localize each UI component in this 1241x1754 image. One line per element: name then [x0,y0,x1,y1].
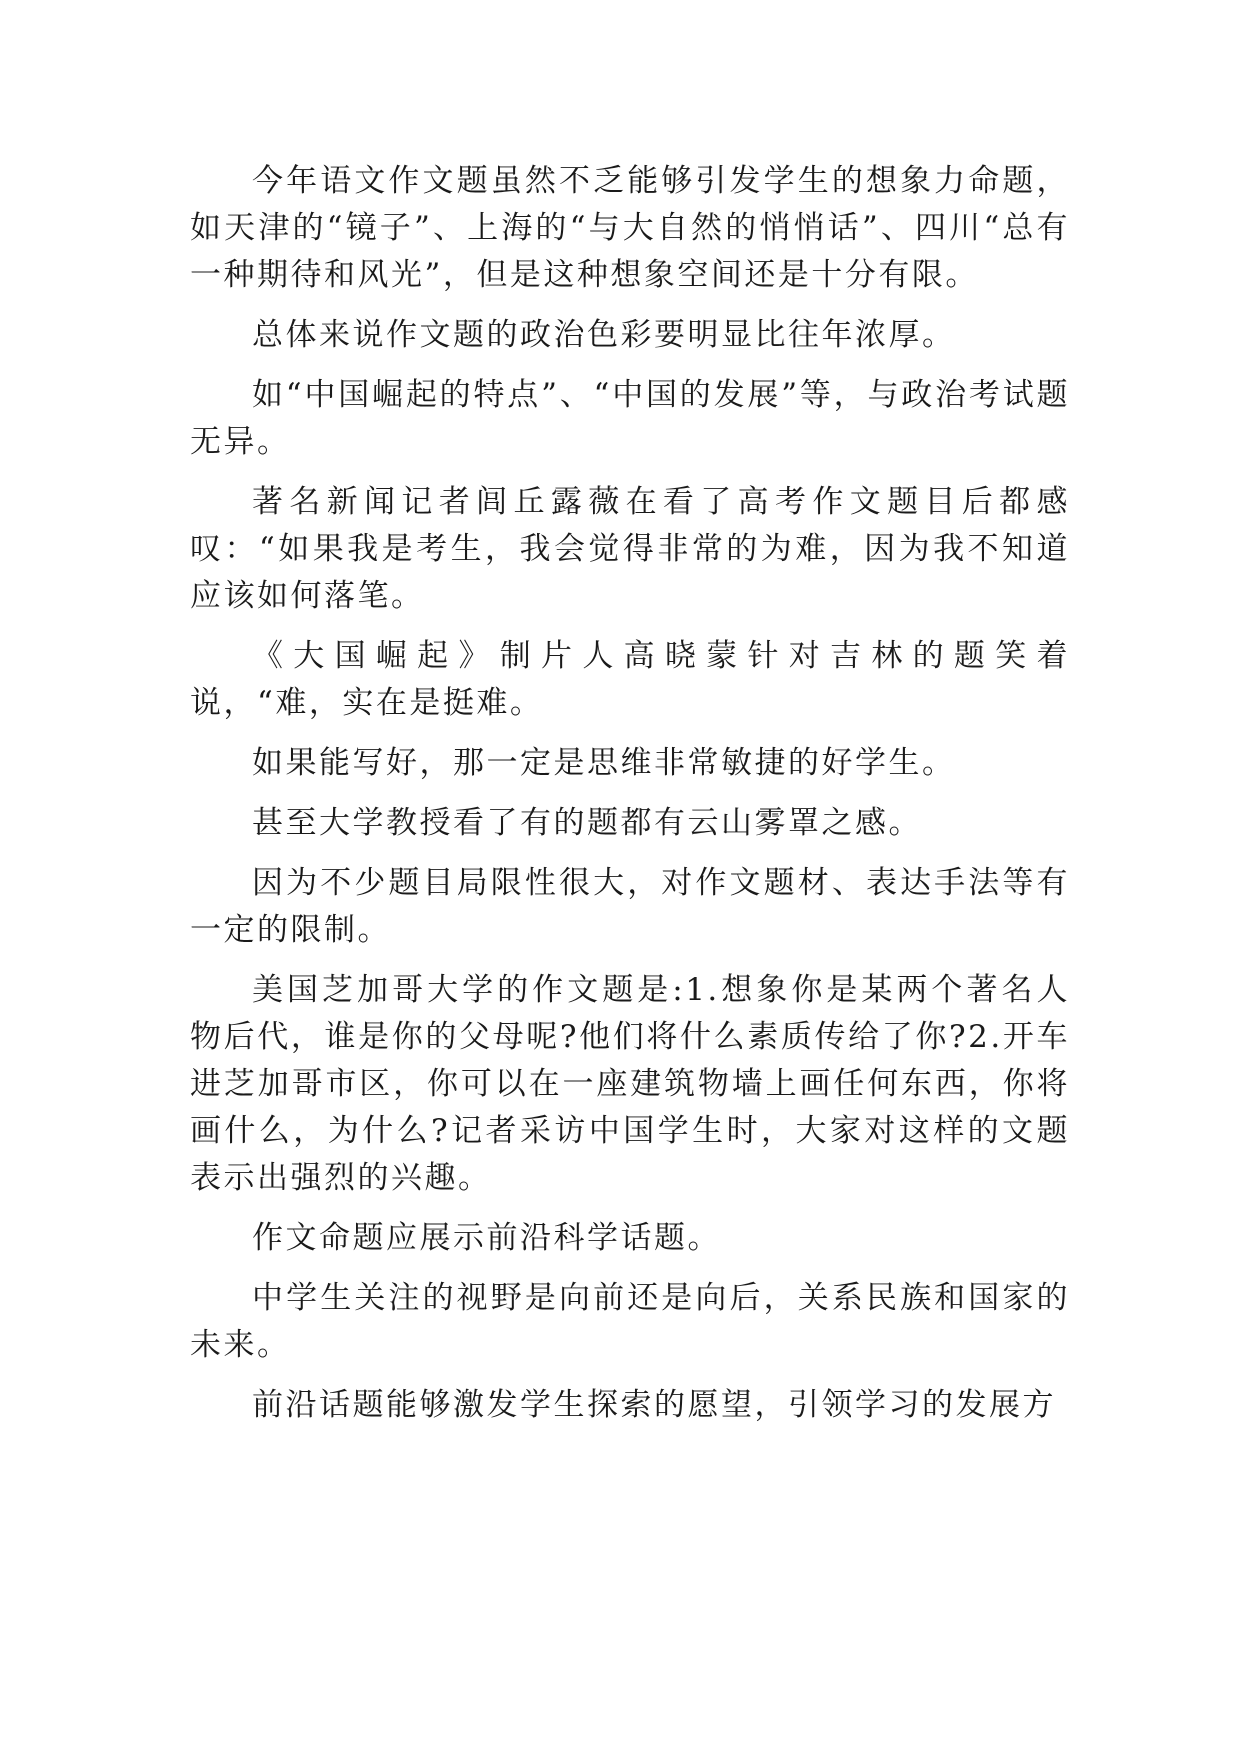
document-body [190,158,1070,1442]
paragraph: 总体来说作文题的政治色彩要明显比往年浓厚。 [252,317,956,353]
paragraph: 甚至大学教授看了有的题都有云山雾罩之感。 [252,805,922,841]
paragraph: 因为不少题目局限性很大，对作文题材、表达手法等有一定的限制。 [190,865,1070,948]
paragraph: 美国芝加哥大学的作文题是:1.想象你是某两个著名人物后代，谁是你的父母呢?他们将什么素质传给了你?2.开车进芝加哥市区，你可以在一座建筑物墙上画任何东西，你将画什么，为什么?记者采访中国学生时，大家对这样的文题表示出强烈的兴趣。 [190,972,1070,1196]
paragraph: 前沿话题能够激发学生探索的愿望，引领学习的发展方 [252,1387,1056,1423]
paragraph: 《大国崛起》制片人高晓蒙针对吉林的题笑着说，“难，实在是挺难。 [190,638,1070,721]
paragraph: 如“中国崛起的特点”、“中国的发展”等，与政治考试题无异。 [190,377,1070,460]
paragraph: 如果能写好，那一定是思维非常敏捷的好学生。 [252,745,956,781]
paragraph: 今年语文作文题虽然不乏能够引发学生的想象力命题，如天津的“镜子”、上海的“与大自然的悄悄话”、四川“总有一种期待和风光”，但是这种想象空间还是十分有限。 [190,163,1070,293]
paragraph: 中学生关注的视野是向前还是向后，关系民族和国家的未来。 [190,1280,1070,1363]
paragraph: 著名新闻记者闾丘露薇在看了高考作文题目后都感叹：“如果我是考生，我会觉得非常的为难，因为我不知道应该如何落笔。 [190,484,1070,614]
paragraph: 作文命题应展示前沿科学话题。 [252,1220,721,1256]
